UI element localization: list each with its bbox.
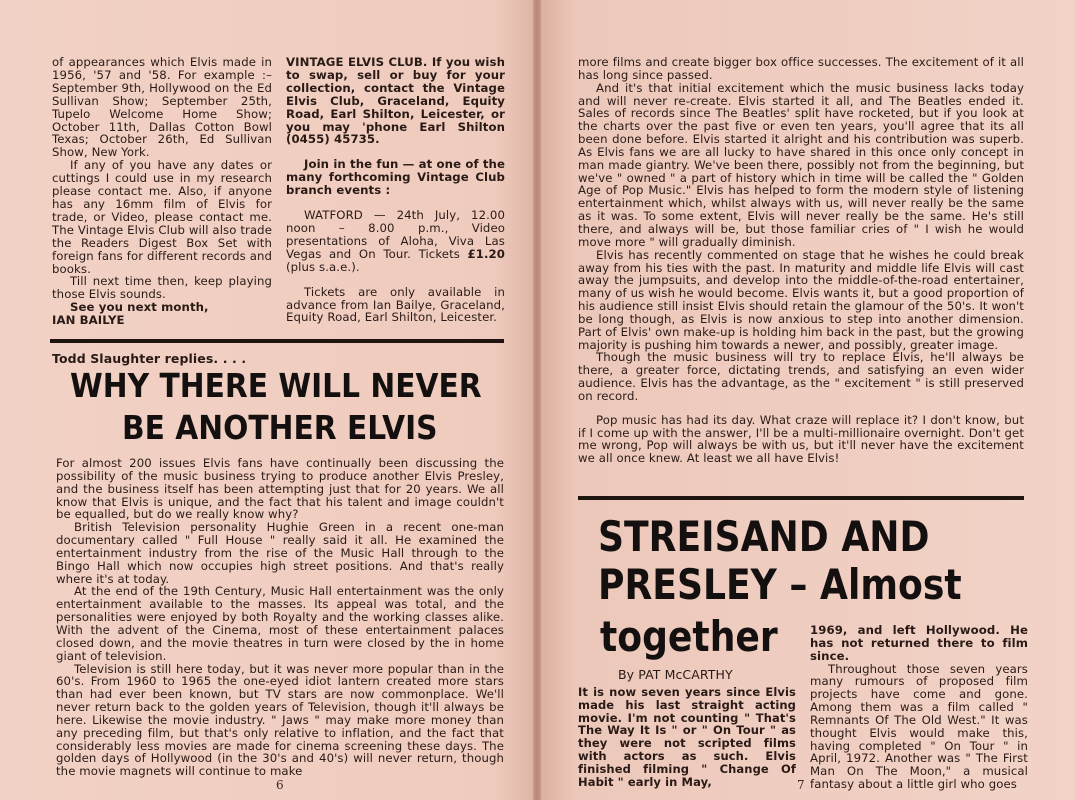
join-notice: Join in the fun — at one of the many forthcoming Vintage Club branch events : xyxy=(286,157,505,198)
streisand-col2-lead: 1969, and left Hollywood. He has not returned there to film since. xyxy=(810,623,1028,663)
article-paragraph-1: For almost 200 issues Elvis fans have continually been discussing the possibility of the music business trying to produce another Elvis Presley, and the business itself has been attempting just that for 20 years. We all know that Elvis is unique, and the fact that his talent and image couldn't be equalled, but do we really know why? xyxy=(56,456,504,522)
right-section-rule xyxy=(578,496,1024,500)
col1-paragraph-3: Till next time then, keep playing those Elvis sounds. xyxy=(52,274,272,302)
left-column-1 xyxy=(52,56,272,327)
page-number-left: 6 xyxy=(276,778,284,792)
streisand-column-2 xyxy=(810,624,1028,791)
article-kicker: Todd Slaughter replies. . . . xyxy=(52,351,247,366)
right-paragraph-3: Elvis has recently commented on stage that he wishes he could break away from his ties with the past. In maturity and middle life Elvis will cast away the jumpsuits, and develop into the middle-of-the-road entertainer, many of us wish he would become. Elvis wants it, but a good proportion of his audience still insist Elvis should retain the glamour of the 50's. It won't be long though, as Elvis is now anxious to step into another dimension. Part of Elvis' own make-up is holding him back in the past, but the growing majority is pushing him towards a newer, and possibly, greater image. xyxy=(578,247,1024,352)
streisand-lead: It is now seven years since Elvis made his last straight acting movie. I'm not counting " That's The Way It Is " or " On Tour " as they were not scripted films with actors as such. Elvis finished filming " Change Of Habit " early in May, xyxy=(578,685,796,789)
article-paragraph-4: Television is still here today, but it was never more popular than in the 60's. From 1960 to 1965 the one-eyed idiot lantern created more stars than had ever been known, but TV stars are now commonplace. We'll never return back to the golden years of Television, though it'll always be here. Likewise the movie industry. " Jaws " may make more money than any preceding film, but that's only relative to inflation, and the fact that considerably less movies are made for cinema screening these days. The golden days of Hollywood (in the 30's and 40's) will never return, though the movie magnets will continue to make xyxy=(56,661,504,779)
left-column-2 xyxy=(286,56,505,324)
article-paragraph-3: At the end of the 19th Century, Music Hall entertainment was the only entertainment available to the masses. Its appeal was total, and the personalities were enjoyed by both Royalty and the working classes alike. With the advent of the Cinema, most of these entertainment palaces closed down, and the movie theatres in turn were closed by the in home giant of television. xyxy=(56,584,504,663)
book-gutter xyxy=(533,0,541,800)
event-price: £1.20 xyxy=(467,246,505,261)
page-number-right: 7 xyxy=(797,778,805,792)
article-body xyxy=(56,457,504,778)
article-headline-line-2: BE ANOTHER ELVIS xyxy=(122,408,438,447)
right-paragraph-4: Though the music business will try to replace Elvis, he'll always be there, a greater force, dictating trends, and satisfying an even wider audience. Elvis has the advantage, as the " excitement " is still preserved on record. xyxy=(578,350,1024,403)
col1-author: IAN BAILYE xyxy=(52,313,125,328)
streisand-headline-line-2: PRESLEY – Almost xyxy=(598,560,962,609)
col1-paragraph-1: of appearances which Elvis made in 1956, '57 and '58. For example :– September 9th, Hollywood on the Ed Sullivan Show; September 25th, Tupelo Welcome Home Show; October 11th, Dallas Cotton Bowl Texas; October 26th, Ed Sullivan Show, New York. xyxy=(52,55,272,160)
right-paragraph-1: more films and create bigger box office successes. The excitement of it all has long since passed. xyxy=(578,55,1024,82)
col1-paragraph-2: If any of you have any dates or cuttings I could use in my research please contact me. Also, if anyone has any 16mm film of Elvis for trade, or Video, please contact me. The Vintage Elvis Club will also trade the Readers Digest Box Set with foreign fans for different records and books. xyxy=(52,158,272,276)
club-notice: VINTAGE ELVIS CLUB. If you wish to swap, sell or buy for your collection, contact the Vintage Elvis Club, Graceland, Equity Road, Earl Shilton, Leicester, or you may 'phone Earl Shilton (0455) 45735. xyxy=(286,55,505,147)
event-tail: (plus s.a.e.). xyxy=(286,259,360,274)
streisand-col2-body: Throughout those seven years many rumours of proposed film projects have come and gone. Among them was a film called " Remnants Of The Old West." It was thought Elvis would make this, having completed " On Tour " in April, 1972. Another was " The First Man On The Moon," a musical fantasy about a little girl who goes xyxy=(810,661,1028,792)
byline: By PAT McCARTHY xyxy=(618,667,733,682)
tickets-notice: Tickets are only available in advance from Ian Bailye, Graceland, Equity Road, Earl Shilton, Leicester. xyxy=(286,284,505,325)
streisand-headline-line-3: together xyxy=(600,612,778,661)
left-section-rule xyxy=(50,339,504,343)
right-top-article xyxy=(578,56,1024,465)
event-text: WATFORD — 24th July, 12.00 noon – 8.00 p.m., Video presentations of Aloha, Viva Las Vegas and On Tour. Tickets xyxy=(286,208,505,261)
right-paragraph-2: And it's that initial excitement which the music business lacks today and will never re-create. Elvis started it all, and The Beatles ended it. Sales of records since The Beatles' split have rocketed, but if you look at the charts over the past five or even ten years, you'll agree that its all been done before. Elvis started it alright and his contribution was superb. As Elvis fans we are all lucky to have shared in this once only concept in man made giantry. We've been there, possibly not from the beginning, but we've " owned " a part of history which in time will be called the " Golden Age of Pop Music." Elvis has helped to form the modern style of listening entertainment which, whilst always with us, will never really be the same as it was. To some extent, Elvis will never really be the same. He's still there, and always will be, but those familiar cries of " I wish he would move more " will gradually diminish. xyxy=(578,80,1024,249)
right-paragraph-5: Pop music has had its day. What craze will replace it? I don't know, but if I come up with the answer, I'll be a multi-millionaire overnight. Don't get me wrong, Pop will always be with us, but it'll never have the excitement we all once knew. At least we all have Elvis! xyxy=(578,412,1024,466)
streisand-headline-line-1: STREISAND AND xyxy=(598,512,930,561)
article-paragraph-2: British Television personality Hughie Green in a recent one-man documentary called " Full House " really said it all. He examined the entertainment industry from the rise of the Music Hall through to the Bingo Hall which now occupies high street positions. And that's really where it's at today. xyxy=(56,520,504,586)
article-headline-line-1: WHY THERE WILL NEVER xyxy=(70,366,482,405)
col1-signoff: See you next month, xyxy=(70,300,209,315)
event-notice xyxy=(286,209,505,274)
